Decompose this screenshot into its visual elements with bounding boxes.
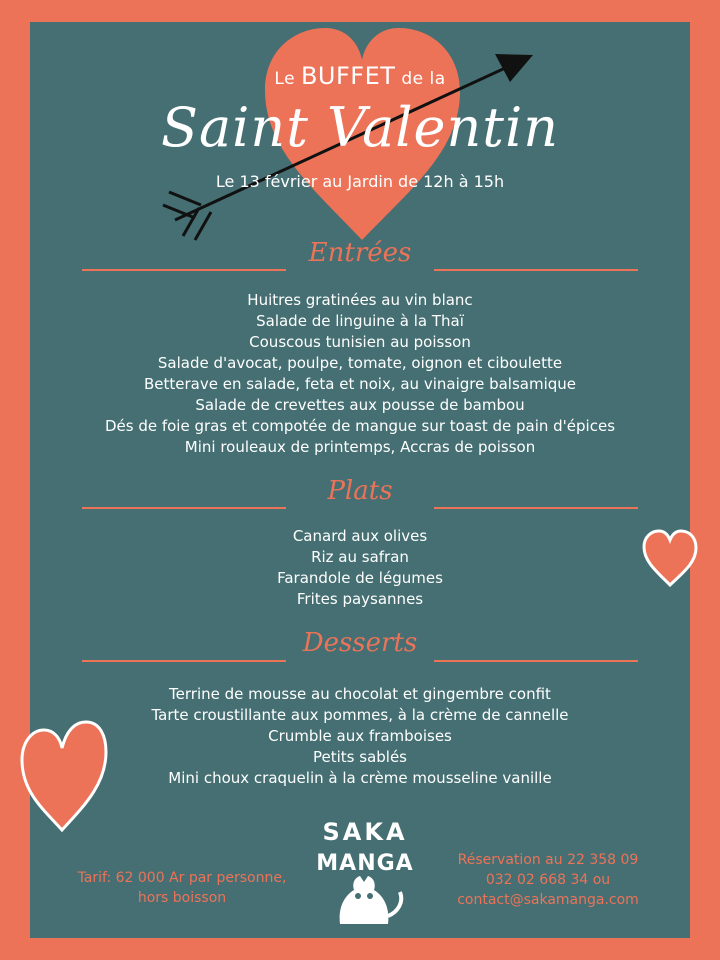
menu-item: Salade d'avocat, poulpe, tomate, oignon et ciboulette bbox=[157, 354, 563, 372]
divider-left bbox=[82, 269, 286, 271]
divider-right bbox=[434, 660, 638, 662]
menu-item: Crumble aux framboises bbox=[268, 727, 452, 745]
menu-item: Couscous tunisien au poisson bbox=[249, 333, 471, 351]
title-de-la: de la bbox=[401, 69, 446, 89]
price-line: Tarif: 62 000 Ar par personne, bbox=[77, 870, 287, 886]
menu-item: Mini choux craquelin à la crème mousseline vanille bbox=[168, 769, 552, 787]
menu-item: Riz au safran bbox=[311, 548, 409, 566]
menu-item: Salade de linguine à la Thaï bbox=[256, 312, 464, 330]
sakamanga-logo bbox=[310, 812, 420, 930]
divider-left bbox=[82, 660, 286, 662]
menu-item: Dés de foie gras et compotée de mangue sur toast de pain d'épices bbox=[104, 417, 616, 435]
menu-item: Mini rouleaux de printemps, Accras de poisson bbox=[184, 438, 536, 456]
entrees-list bbox=[0, 290, 720, 458]
divider-right bbox=[434, 507, 638, 509]
divider-left bbox=[82, 507, 286, 509]
heart-icon bbox=[638, 525, 702, 591]
menu-item: Betterave en salade, feta et noix, au vinaigre balsamique bbox=[143, 375, 577, 393]
plats-list bbox=[0, 526, 720, 610]
section-title-desserts: Desserts bbox=[302, 628, 418, 658]
reservation-email: contact@sakamanga.com bbox=[457, 892, 639, 908]
price-note: hors boisson bbox=[137, 890, 227, 906]
menu-item: Tarte croustillante aux pommes, à la crème de cannelle bbox=[151, 706, 569, 724]
menu-item: Petits sablés bbox=[313, 748, 407, 766]
divider-right bbox=[434, 269, 638, 271]
svg-text:SAKA: SAKA bbox=[322, 818, 408, 846]
reservation-info bbox=[440, 850, 656, 910]
heart-icon bbox=[14, 714, 112, 836]
menu-item: Farandole de légumes bbox=[277, 569, 443, 587]
menu-item: Huitres gratinées au vin blanc bbox=[247, 291, 473, 309]
title-le: Le bbox=[274, 69, 296, 89]
section-title-entrees: Entrées bbox=[308, 238, 412, 268]
section-title-plats: Plats bbox=[327, 476, 393, 506]
menu-item: Salade de crevettes aux pousse de bambou bbox=[195, 396, 525, 414]
menu-item: Terrine de mousse au chocolat et gingembre confit bbox=[169, 685, 551, 703]
svg-text:MANGA: MANGA bbox=[316, 851, 414, 876]
title-buffet: BUFFET bbox=[300, 62, 396, 90]
reservation-phone: Réservation au 22 358 09 bbox=[457, 852, 639, 868]
page-title: Saint Valentin bbox=[160, 96, 560, 159]
menu-item: Canard aux olives bbox=[292, 527, 428, 545]
title-prefix bbox=[0, 62, 720, 90]
price-info bbox=[62, 868, 302, 908]
menu-item: Frites paysannes bbox=[296, 590, 424, 608]
reservation-phone-2: 032 02 668 34 ou bbox=[485, 872, 611, 888]
date-line: Le 13 février au Jardin de 12h à 15h bbox=[215, 172, 505, 191]
